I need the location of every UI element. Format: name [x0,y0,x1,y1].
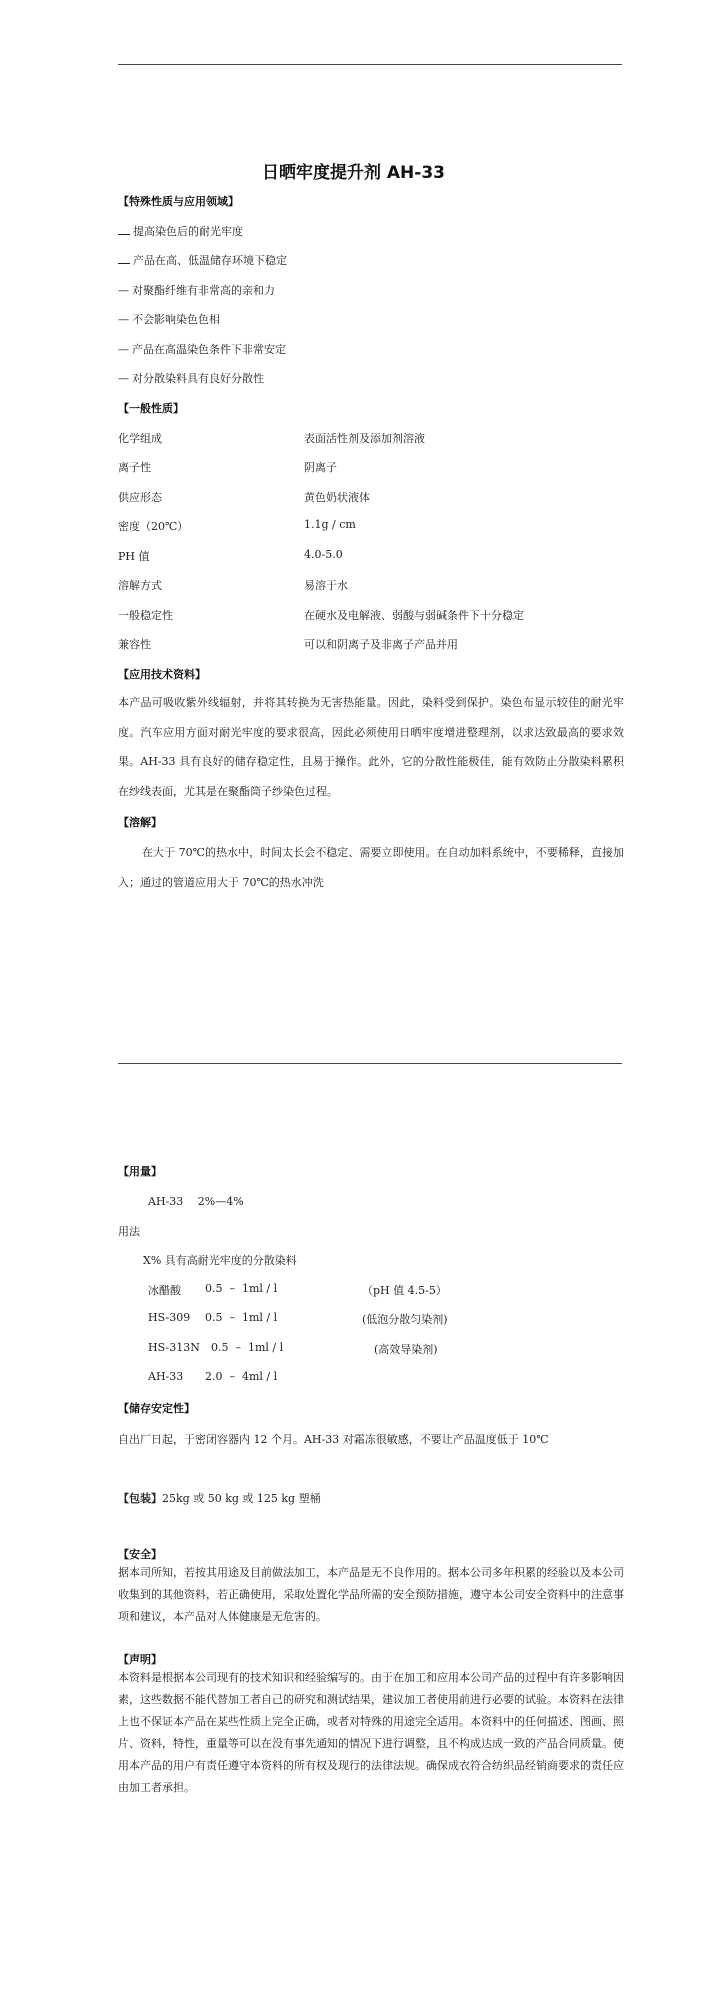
property-label: 供应形态 [118,491,162,504]
safety-heading: 【安全】 [118,1548,162,1561]
recipe-note: (低泡分散匀染剂) [362,1313,448,1326]
declaration-paragraph: 本资料是根据本公司现有的技术知识和经验编写的。由于在加工和应用本公司产品的过程中有许多影响因素，这些数据不能代替加工者自己的研究和测试结果，建议加工者使用前进行必要的试验。本资料在法律上也不保证本产品在某些性质上完全正确，或者对特殊的用途完全适用。本资料中的任何描述、图画、照片、资料，特性，重量等可以在没有事先通知的情况下进行调整，且不构成达成一致的产品合同质量。使用本产品的用户有责任遵守本资料的所有权及现行的法律法规。确保成衣符合纺织品经销商要求的责任应由加工者承担。 [118,1671,624,1794]
method-label: 用法 [118,1225,140,1238]
recipe-amount: 0.5 – 1ml / l [205,1282,278,1295]
property-value: 易溶于水 [304,579,348,592]
packaging-heading: 【包装】 [118,1492,162,1505]
top-rule [118,64,622,65]
property-label: 兼容性 [118,638,151,651]
feature-item: 产品在高、低温储存环境下稳定 [118,252,287,268]
dissolve-heading: 【溶解】 [118,816,162,829]
tech-paragraph: 本产品可吸收紫外线辐射，并将其转换为无害热能量。因此，染料受到保护。染色布显示较佳的耐光牢度。汽车应用方面对耐光牢度的要求很高，因此必须使用日晒牢度增进整理剂，以求达致最高的要求效果。AH-33 具有良好的储存稳定性，且易于操作。此外，它的分散性能极佳，能有效防止分散染料累积在纱线表面，尤其是在聚酯筒子纱染色过程。 [118,696,624,798]
general-heading: 【一般性质】 [118,402,184,415]
page-break-rule [118,1063,622,1064]
feature-item: — 不会影响染色色相 [118,313,220,326]
property-label: 溶解方式 [118,579,162,592]
recipe-name: HS-313N [148,1341,200,1354]
packaging-line [118,1490,321,1506]
recipe-note: (高效导染剂) [374,1343,438,1356]
recipe-amount: 0.5 – 1ml / l [211,1341,284,1354]
storage-text: 自出厂日起，于密闭容器内 12 个月。AH-33 对霜冻很敏感，不要让产品温度低于 10℃ [118,1433,549,1446]
dosage-heading: 【用量】 [118,1165,162,1178]
dash-mark [118,255,130,264]
property-value: 表面活性剂及添加剂溶液 [304,432,425,445]
property-label: PH 值 [118,550,150,563]
feature-item: — 对聚酯纤维有非常高的亲和力 [118,284,275,297]
property-value: 在硬水及电解液、弱酸与弱碱条件下十分稳定 [304,609,524,622]
property-value: 1.1g / cm [304,518,356,531]
property-label: 一般稳定性 [118,609,173,622]
property-label: 化学组成 [118,432,162,445]
property-value: 阴离子 [304,461,337,474]
method-subheading: X% 具有高耐光牢度的分散染料 [143,1254,297,1267]
property-value: 4.0-5.0 [304,548,343,561]
recipe-name: AH-33 [148,1370,184,1383]
declaration-heading: 【声明】 [118,1653,162,1666]
property-label: 密度（20℃） [118,520,189,533]
dash-mark [118,226,130,235]
recipe-amount: 0.5 – 1ml / l [205,1311,278,1324]
feature-item: 提高染色后的耐光牢度 [118,223,243,239]
packaging-text: 25kg 或 50 kg 或 125 kg 塑桶 [162,1492,321,1505]
features-heading: 【特殊性质与应用领域】 [118,195,239,208]
safety-paragraph: 据本司所知，若按其用途及目前做法加工，本产品是无不良作用的。据本公司多年积累的经验以及本公司收集到的其他资料，若正确使用，采取处置化学品所需的安全预防措施，遵守本公司安全资料中的注意事项和建议，本产品对人体健康是无危害的。 [118,1566,624,1623]
recipe-name: 冰醋酸 [148,1284,181,1297]
tech-heading: 【应用技术资料】 [118,668,206,681]
recipe-note: （pH 值 4.5-5） [362,1284,447,1297]
property-value: 黄色奶状液体 [304,491,370,504]
dosage-line: AH-33 2%—4% [148,1195,244,1208]
document-title: 日晒牢度提升剂 AH-33 [261,163,445,183]
dissolve-paragraph: 在大于 70℃的热水中，时间太长会不稳定、需要立即使用。在自动加料系统中，不要稀释，直接加入；通过的管道应用大于 70℃的热水冲洗 [118,846,624,889]
feature-item: — 对分散染料具有良好分散性 [118,372,264,385]
recipe-name: HS-309 [148,1311,191,1324]
property-label: 离子性 [118,461,151,474]
recipe-amount: 2.0 – 4ml / l [205,1370,278,1383]
property-value: 可以和阴离子及非离子产品并用 [304,638,458,651]
feature-item: — 产品在高温染色条件下非常安定 [118,343,286,356]
storage-heading: 【储存安定性】 [118,1402,195,1415]
